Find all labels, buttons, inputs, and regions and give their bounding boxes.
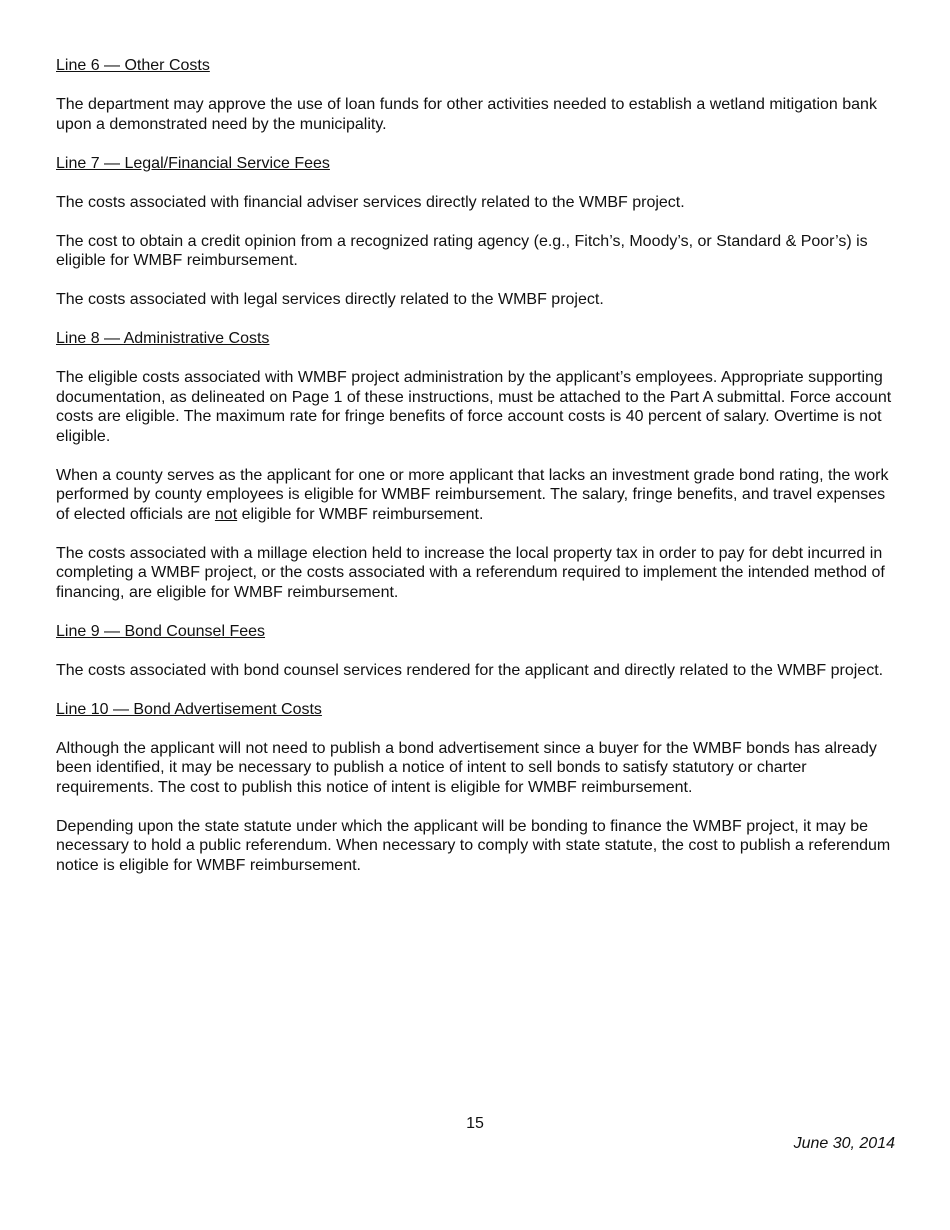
section-heading-line-7: Line 7 — Legal/Financial Service Fees xyxy=(56,154,330,172)
emphasis-not: not xyxy=(214,505,238,523)
section-heading-line-8: Line 8 — Administrative Costs xyxy=(56,330,270,347)
section-heading-line-6: Line 6 — Other Costs xyxy=(56,57,210,74)
line-7-paragraph-1: The costs associated with financial adviser services directly related to the WMBF project. xyxy=(56,193,685,211)
line-6-paragraph: The department may approve the use of loan funds for other activities needed to establish a wetland mitigation bank upon a demonstrated need by the municipality. xyxy=(56,96,877,133)
section-heading-line-9: Line 9 — Bond Counsel Fees xyxy=(56,622,266,640)
line-8-paragraph-3: The costs associated with a millage election held to increase the local property tax in order to pay for debt incurred in completing a WMBF project, or the costs associated with a referendum required to implement the intended method of financing, are eligible for WMBF reimbursement. xyxy=(56,544,885,601)
line-8-paragraph-1: The eligible costs associated with WMBF project administration by the applicant’s employees. Appropriate supporting documentation, as delineated on Page 1 of these instructions, must be attached to the Part A submittal. Force account costs are eligible. The maximum rate for fringe benefits of force account costs is 40 percent of salary. Overtime is not eligible. xyxy=(56,369,892,445)
line-9-paragraph: The costs associated with bond counsel services rendered for the applicant and directly related to the WMBF project. xyxy=(56,661,884,679)
line-7-paragraph-3: The costs associated with legal services directly related to the WMBF project. xyxy=(56,291,604,308)
document-page xyxy=(56,56,896,895)
footer-date: June 30, 2014 xyxy=(793,1135,895,1152)
line-10-paragraph-2: Depending upon the state statute under which the applicant will be bonding to finance the WMBF project, it may be necessary to hold a public referendum. When necessary to comply with state statute, the cost to publish a referendum notice is eligible for WMBF reimbursement. xyxy=(56,817,891,874)
page-number: 15 xyxy=(466,1115,484,1132)
line-10-paragraph-1: Although the applicant will not need to publish a bond advertisement since a buyer for the WMBF bonds has already been identified, it may be necessary to publish a notice of intent to sell bonds to satisfy statutory or charter requirements. The cost to publish this notice of intent is eligible for WMBF reimbursement. xyxy=(56,739,877,796)
section-heading-line-10: Line 10 — Bond Advertisement Costs xyxy=(56,700,322,718)
line-7-paragraph-2: The cost to obtain a credit opinion from a recognized rating agency (e.g., Fitch’s, Moody’s, or Standard & Poor’s) is eligible for WMBF reimbursement. xyxy=(56,232,868,269)
line-8-paragraph-2: When a county serves as the applicant for one or more applicant that lacks an investment grade bond rating, the work performed by county employees is eligible for WMBF reimbursement. The salary, fringe benefits, and travel expenses of elected officials are not eligible for WMBF reimbursement. xyxy=(56,466,889,523)
